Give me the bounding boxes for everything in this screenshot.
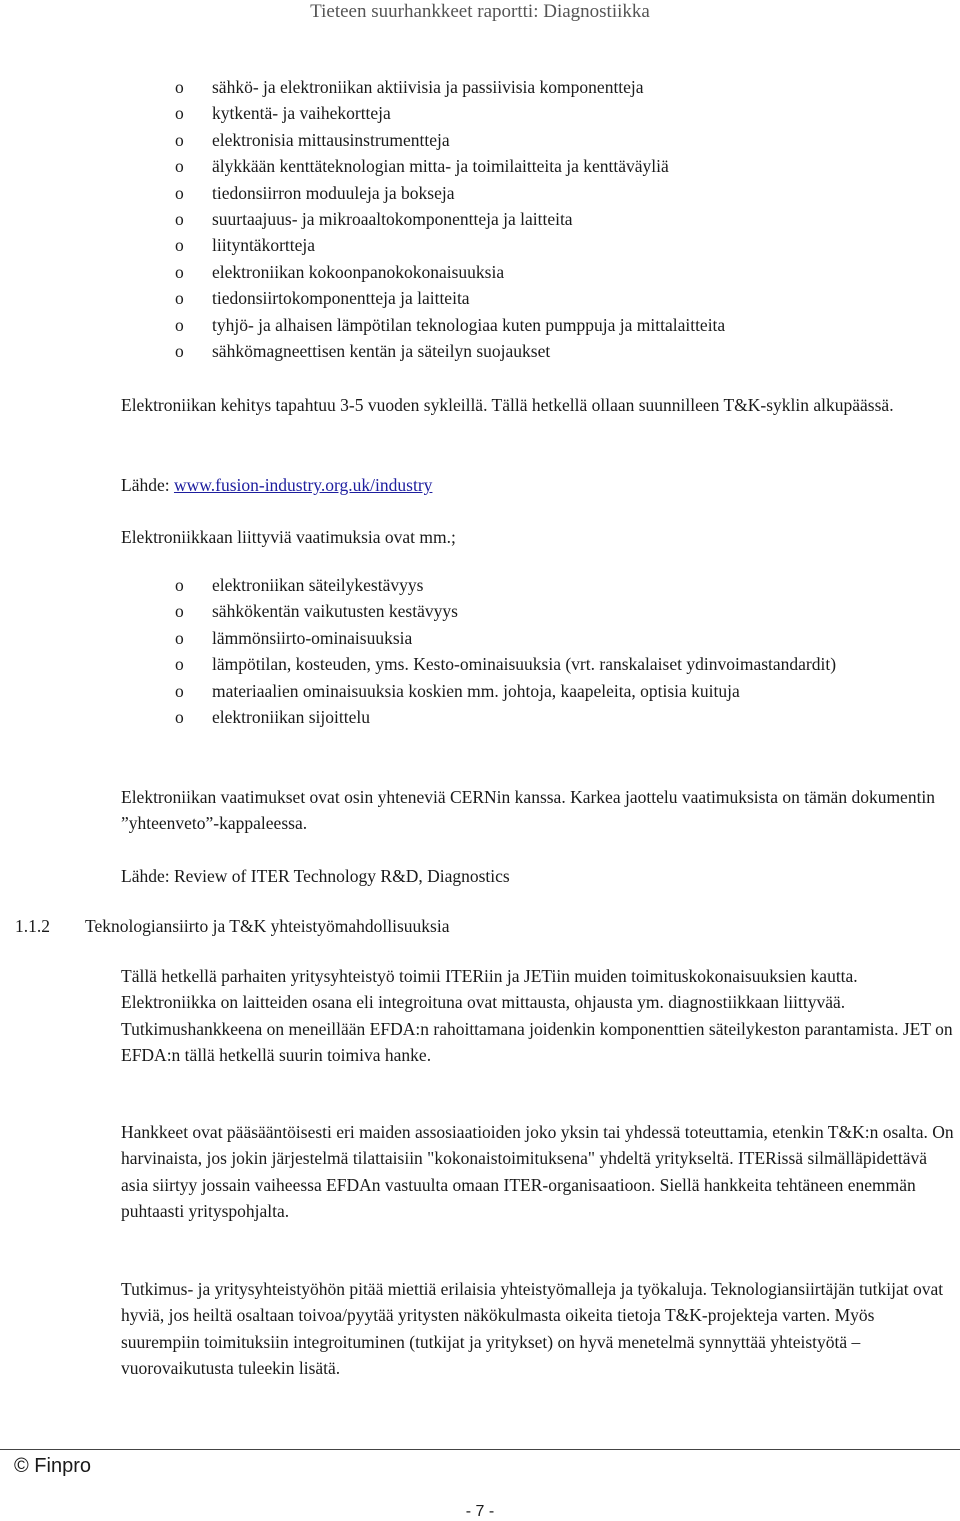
body-paragraph-2: Hankkeet ovat pääsääntöisesti eri maiden assosiaatioiden joko yksin tai yhdessä toteuttamia, etenkin T&K:n osalta. On harvinaista, jos jokin järjestelmä tilattaisiin "kokonaistoimituksena" yhdeltä yritykseltä. ITERissä silmälläpidettävä asia siirtyy jossain vaiheessa EFDAn vastuulta omaan ITER-organisaatioon. Siellä hankkeita tehtäneen enemmän puhtaasti yrityspohjalta. xyxy=(121,1122,954,1222)
list-item: o sähkökentän vaikutusten kestävyys xyxy=(175,598,875,624)
list-item: o sähkö- ja elektroniikan aktiivisia ja passiivisia komponentteja xyxy=(175,74,725,100)
bullet-marker: o xyxy=(175,601,184,622)
list-item: o elektroniikan säteilykestävyys xyxy=(175,572,875,598)
requirements-intro: Elektroniikkaan liittyviä vaatimuksia ovat mm.; xyxy=(121,527,456,547)
bullet-marker: o xyxy=(175,575,184,595)
list-item: o lämmönsiirto-ominaisuuksia xyxy=(175,625,875,651)
list-item: o tiedonsiirron moduuleja ja bokseja xyxy=(175,180,725,206)
list-item: o tyhjö- ja alhaisen lämpötilan teknologiaa kuten pumppuja ja mittalaitteita xyxy=(175,312,725,338)
bullet-marker: o xyxy=(175,103,184,124)
component-list xyxy=(175,74,725,364)
bullet-marker: o xyxy=(175,707,184,728)
list-item: o tiedonsiirtokomponentteja ja laitteita xyxy=(175,285,725,311)
list-item: o elektroniikan kokoonpanokokonaisuuksia xyxy=(175,259,725,285)
list-item: o liityntäkortteja xyxy=(175,232,725,258)
list-item: o materiaalien ominaisuuksia koskien mm. johtoja, kaapeleita, optisia kuituja xyxy=(175,678,875,704)
source-link[interactable]: www.fusion-industry.org.uk/industry xyxy=(173,475,433,495)
page-header xyxy=(0,0,960,24)
requirements-list xyxy=(175,572,875,730)
list-item: o sähkömagneettisen kentän ja säteilyn suojaukset xyxy=(175,338,725,364)
cycle-paragraph: Elektroniikan kehitys tapahtuu 3-5 vuoden sykleillä. Tällä hetkellä ollaan suunnilleen T&K-syklin alkupäässä. xyxy=(121,395,894,415)
bullet-marker: o xyxy=(175,156,184,177)
footer-brand: © Finpro xyxy=(14,1455,91,1477)
source-line-1 xyxy=(121,472,956,498)
cern-paragraph: Elektroniikan vaatimukset ovat osin yhteneviä CERNin kanssa. Karkea jaottelu vaatimuksista on tämän dokumentin ”yhteenveto”-kappaleessa. xyxy=(121,787,936,834)
body-paragraph-3: Tutkimus- ja yritysyhteistyöhön pitää miettiä erilaisia yhteistyömalleja ja työkaluja. Teknologiansiirtäjän tutkijat ovat hyviä, jos heiltä osaltaan toivoa/pyytää yritysten näkökulmasta oikeita tietoja T&K-projekteja varten. Myös suurempiin toimituksiin integroituminen (tutkijat ja yritykset) on hyvä menetelmä synnyttää yhteistyötä – vuorovaikutusta tuleekin lisätä. xyxy=(121,1279,944,1379)
bullet-marker: o xyxy=(175,341,184,362)
source-line-2: Lähde: Review of ITER Technology R&D, Diagnostics xyxy=(121,866,510,886)
bullet-marker: o xyxy=(175,627,184,648)
bullet-marker: o xyxy=(175,654,184,675)
section-heading xyxy=(15,913,449,939)
list-item: o älykkään kenttäteknologian mitta- ja toimilaitteita ja kenttäväyliä xyxy=(175,153,725,179)
bullet-marker: o xyxy=(175,182,184,203)
bullet-marker: o xyxy=(175,77,184,97)
source-label: Lähde: xyxy=(121,475,174,495)
bullet-marker: o xyxy=(175,235,184,256)
bullet-marker: o xyxy=(175,209,184,230)
list-item: o suurtaajuus- ja mikroaaltokomponentteja ja laitteita xyxy=(175,206,725,232)
list-item: o elektronisia mittausinstrumentteja xyxy=(175,127,725,153)
bullet-marker: o xyxy=(175,680,184,701)
body-paragraph-1: Tällä hetkellä parhaiten yritysyhteistyö toimii ITERiin ja JETiin muiden toimituskokonaisuuksien kautta. Elektroniikka on laitteiden osana eli integroituna ovat mittausta, ohjausta ym. diagnostiikkaan liittyvää. Tutkimushankkeena on meneillään EFDA:n rahoittamana joidenkin komponenttien säteilykeston parantamista. JET on EFDA:n tällä hetkellä suurin toimiva hanke. xyxy=(121,966,953,1066)
page-number: - 7 - xyxy=(465,1503,495,1520)
page-header-title: Tieteen suurhankkeet raportti: Diagnostiikka xyxy=(310,1,650,22)
bullet-marker: o xyxy=(175,261,184,282)
bullet-marker: o xyxy=(175,288,184,309)
bullet-marker: o xyxy=(175,314,184,335)
list-item: o kytkentä- ja vaihekortteja xyxy=(175,100,725,126)
section-title: Teknologiansiirto ja T&K yhteistyömahdollisuuksia xyxy=(85,916,450,936)
footer-divider xyxy=(0,1449,960,1450)
section-number: 1.1.2 xyxy=(15,916,50,936)
list-item: o lämpötilan, kosteuden, yms. Kesto-ominaisuuksia (vrt. ranskalaiset ydinvoimastandardit) xyxy=(175,651,875,677)
list-item: o elektroniikan sijoittelu xyxy=(175,704,875,730)
bullet-marker: o xyxy=(175,129,184,150)
